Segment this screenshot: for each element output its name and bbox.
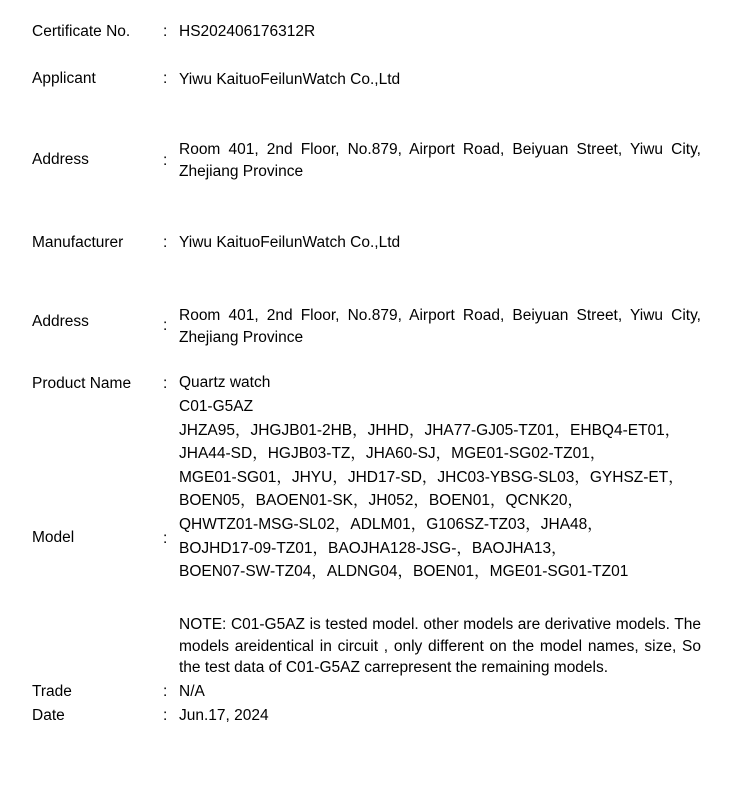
applicant-value: Yiwu KaituoFeilunWatch Co.,Ltd	[179, 71, 401, 88]
date-value: Jun.17, 2024	[179, 707, 269, 724]
manufacturer-address-value: Room 401, 2nd Floor, No.879, Airport Road, Beiyuan Street, Yiwu City, Zhejiang Province	[179, 307, 701, 346]
product-name-colon: :	[163, 375, 168, 392]
model-label: Model	[32, 529, 75, 546]
date-colon: :	[163, 707, 168, 724]
applicant-label: Applicant	[32, 70, 96, 87]
model-line: BOJHD17-09-TZ01，BAOJHA128-JSG-，BAOJHA13，	[179, 539, 567, 557]
applicant-address-value: Room 401, 2nd Floor, No.879, Airport Road, Beiyuan Street, Yiwu City, Zhejiang Province	[179, 141, 701, 180]
manufacturer-address-colon: :	[163, 317, 168, 334]
applicant-address-colon: :	[163, 152, 168, 169]
certificate-no-colon: :	[163, 23, 168, 40]
certificate-no-value: HS202406176312R	[179, 23, 316, 40]
manufacturer-value: Yiwu KaituoFeilunWatch Co.,Ltd	[179, 234, 401, 251]
model-colon: :	[163, 530, 168, 547]
applicant-colon: :	[163, 70, 168, 87]
model-line: QHWTZ01-MSG-SL02，ADLM01，G106SZ-TZ03，JHA48，	[179, 515, 603, 533]
trade-colon: :	[163, 683, 168, 700]
manufacturer-label: Manufacturer	[32, 234, 124, 251]
model-line: MGE01-SG01，JHYU，JHD17-SD，JHC03-YBSG-SL03，GYHSZ-ET，	[179, 468, 684, 486]
trade-value: N/A	[179, 683, 205, 700]
model-line: C01-G5AZ	[179, 398, 254, 415]
date-label: Date	[32, 707, 65, 724]
product-name-value: Quartz watch	[179, 374, 271, 391]
model-line: JHZA95，JHGJB01-2HB，JHHD，JHA77-GJ05-TZ01，EHBQ4-ET01，	[179, 421, 681, 439]
model-line: BOEN05，BAOEN01-SK，JH052，BOEN01，QCNK20，	[179, 492, 584, 510]
model-list	[179, 395, 684, 584]
model-line: BOEN07-SW-TZ04，ALDNG04，BOEN01，MGE01-SG01-TZ01	[179, 563, 629, 581]
model-line: JHA44-SD，HGJB03-TZ，JHA60-SJ，MGE01-SG02-TZ01，	[179, 445, 606, 463]
manufacturer-address-label: Address	[32, 313, 89, 330]
product-name-label: Product Name	[32, 375, 132, 392]
certificate-no-label: Certificate No.	[32, 23, 131, 40]
model-note: NOTE: C01-G5AZ is tested model. other models are derivative models. The models areidentical in circuit , only different on the model names, size, So the test data of C01-G5AZ carrepresent the remaining models.	[179, 616, 701, 677]
trade-label: Trade	[32, 683, 72, 700]
manufacturer-colon: :	[163, 234, 168, 251]
applicant-address-label: Address	[32, 151, 89, 168]
